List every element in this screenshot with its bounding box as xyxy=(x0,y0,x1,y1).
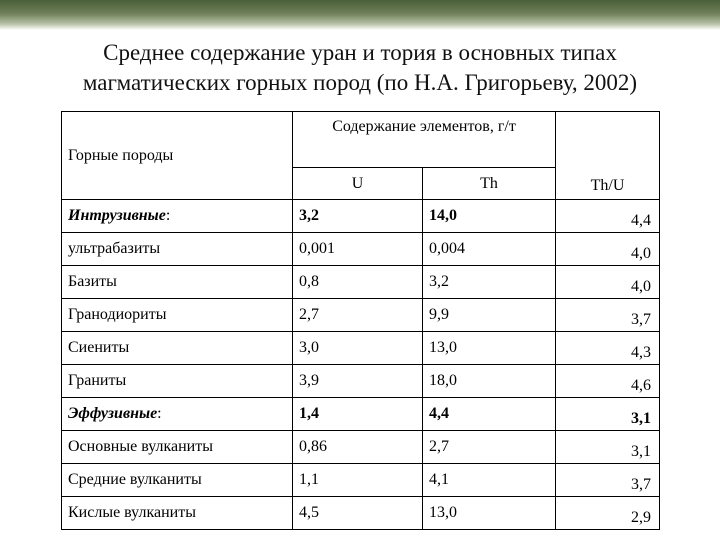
rock-name: Гранодиориты xyxy=(68,306,167,323)
u-value: 4,5 xyxy=(293,497,423,530)
table-row xyxy=(62,233,660,266)
table-row xyxy=(62,332,660,365)
ratio-value: 3,1 xyxy=(556,398,660,431)
slide-title xyxy=(20,38,700,98)
th-value: 14,0 xyxy=(423,200,556,233)
table-row xyxy=(62,398,660,431)
ratio-value: 2,9 xyxy=(556,497,660,530)
table-row xyxy=(62,497,660,530)
header-u: U xyxy=(293,168,423,200)
table-row xyxy=(62,431,660,464)
rock-name: Базиты xyxy=(68,273,117,290)
ratio-value: 4,6 xyxy=(556,365,660,398)
th-value: 3,2 xyxy=(423,266,556,299)
th-value: 13,0 xyxy=(423,497,556,530)
rock-name: Кислые вулканиты xyxy=(68,504,196,521)
rock-name-cell xyxy=(62,497,293,530)
th-value: 4,4 xyxy=(423,398,556,431)
rock-name-suffix: : xyxy=(157,405,162,422)
table-row xyxy=(62,365,660,398)
th-value: 4,1 xyxy=(423,464,556,497)
table-row xyxy=(62,266,660,299)
table-row xyxy=(62,299,660,332)
u-value: 3,0 xyxy=(293,332,423,365)
th-value: 13,0 xyxy=(423,332,556,365)
ratio-value: 4,3 xyxy=(556,332,660,365)
u-value: 1,1 xyxy=(293,464,423,497)
header-rocks: Горные породы xyxy=(62,112,293,200)
ratio-value: 3,1 xyxy=(556,431,660,464)
table-row xyxy=(62,464,660,497)
ratio-value: 4,0 xyxy=(556,266,660,299)
u-value: 0,8 xyxy=(293,266,423,299)
header-th: Th xyxy=(423,168,556,200)
u-value: 3,2 xyxy=(293,200,423,233)
header-content: Содержание элементов, г/т xyxy=(293,112,556,168)
header-ratio: Th/U xyxy=(556,112,660,200)
rock-name: Сиениты xyxy=(68,339,130,356)
rock-name-cell xyxy=(62,431,293,464)
rock-name-cell xyxy=(62,464,293,497)
rock-name: Основные вулканиты xyxy=(68,438,213,455)
u-value: 2,7 xyxy=(293,299,423,332)
rock-name: Средние вулканиты xyxy=(68,471,202,488)
rock-name-cell xyxy=(62,365,293,398)
rock-name: Граниты xyxy=(68,372,127,389)
rock-name: ультрабазиты xyxy=(68,240,161,257)
u-value: 0,001 xyxy=(293,233,423,266)
ratio-value: 3,7 xyxy=(556,299,660,332)
rock-name: Интрузивные xyxy=(68,207,166,224)
ratio-value: 4,4 xyxy=(556,200,660,233)
rock-name-cell xyxy=(62,233,293,266)
uranium-thorium-table xyxy=(61,111,660,530)
u-value: 0,86 xyxy=(293,431,423,464)
th-value: 9,9 xyxy=(423,299,556,332)
rock-name-cell xyxy=(62,398,293,431)
rock-name-cell xyxy=(62,332,293,365)
table-row xyxy=(62,200,660,233)
u-value: 1,4 xyxy=(293,398,423,431)
header-row-1 xyxy=(62,112,660,168)
ratio-value: 3,7 xyxy=(556,464,660,497)
rock-name-cell xyxy=(62,266,293,299)
th-value: 0,004 xyxy=(423,233,556,266)
u-value: 3,9 xyxy=(293,365,423,398)
title-line-2: магматических горных пород (по Н.А. Григорьеву, 2002) xyxy=(82,70,638,95)
ratio-value: 4,0 xyxy=(556,233,660,266)
rock-name-cell xyxy=(62,299,293,332)
th-value: 18,0 xyxy=(423,365,556,398)
rock-name: Эффузивные xyxy=(68,405,158,422)
th-value: 2,7 xyxy=(423,431,556,464)
rock-name-suffix: : xyxy=(165,207,171,224)
title-line-1: Среднее содержание уран и тория в основных типах xyxy=(103,40,617,65)
rock-name-cell xyxy=(62,200,293,233)
slide-header-bar xyxy=(0,0,720,30)
